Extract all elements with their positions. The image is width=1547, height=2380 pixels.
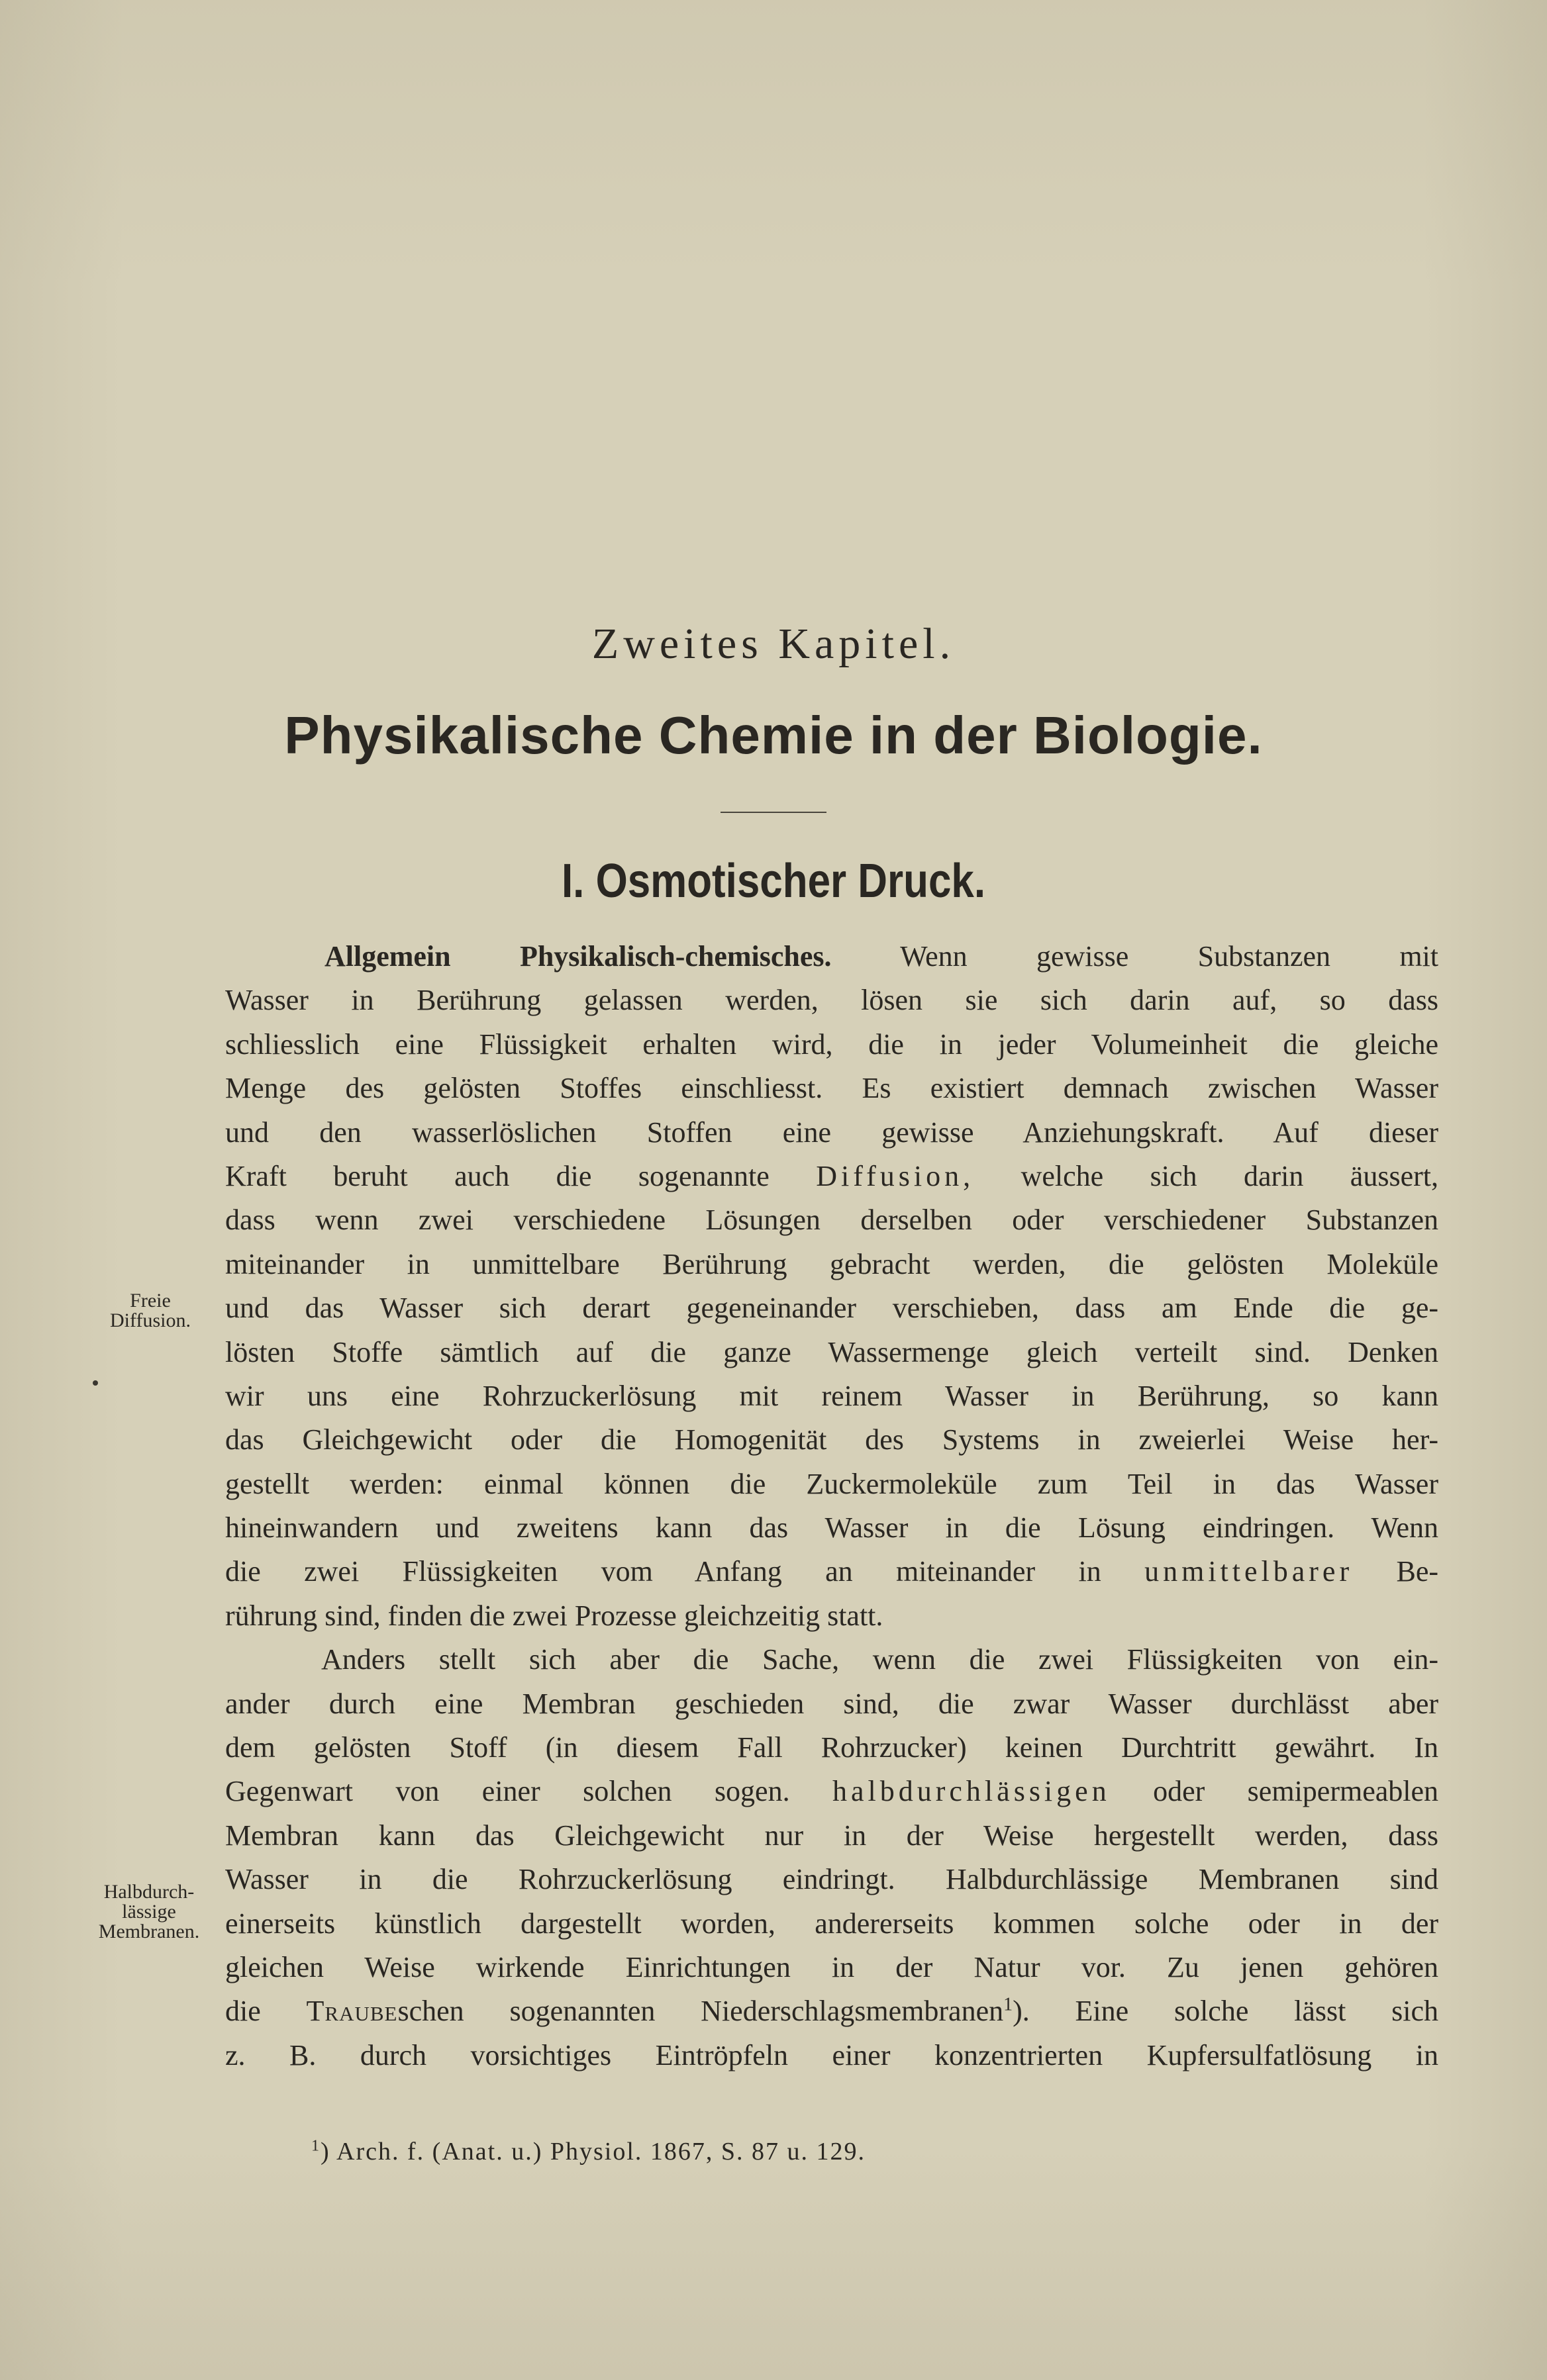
text-line: Wasser in Berührung gelassen werden, lösen sie sich darin auf, so dass [225,984,1438,1017]
text-line: die Traubeschen sogenannten Niederschlagsmembranen$^1$). Eine solche lässt sich [225,1994,1439,2028]
title-divider [721,812,826,813]
text-line: z. B. durch vorsichtiges Eintröpfeln einer konzentrierten Kupfersulfatlösung in [225,2038,1438,2071]
section-title: I. Osmotischer Druck. [561,855,986,908]
text-line: lösten Stoffe sämtlich auf die ganze Wassermenge gleich verteilt sind. Denken [225,1335,1438,1368]
chapter-label: Zweites Kapitel. [591,620,956,668]
emphasis-diffusion: Diffusion, [816,1159,975,1192]
text-line: Menge des gelösten Stoffes einschliesst. Es existiert demnach zwischen Wasser [225,1072,1438,1105]
paragraph-heading: Allgemein Physikalisch-chemisches. [324,940,832,973]
text-line: Allgemein Physikalisch-chemisches. Wenn gewisse Substanzen mit [324,940,1439,973]
margin-note-halbdurchlaessige-membranen: Halbdurch- lässige Membranen. [98,1881,200,1942]
text-line: wir uns eine Rohrzuckerlösung mit reinem Wasser in Berührung, so kann [225,1379,1438,1412]
text-line: Membran kann das Gleichgewicht nur in der Weise hergestellt werden, dass [225,1819,1438,1852]
text-line: dem gelösten Stoff (in diesem Fall Rohrzucker) keinen Durchtritt gewährt. In [225,1731,1438,1764]
footnote-text: ) Arch. f. (Anat. u.) Physiol. 1867, S. 87 u. 129. [321,2138,866,2166]
text-line: Anders stellt sich aber die Sache, wenn die zwei Flüssigkeiten von ein- [321,1643,1438,1676]
text-line: einerseits künstlich dargestellt worden, andererseits kommen solche oder in der [225,1907,1438,1940]
footnote-marker: 1 [311,2137,321,2155]
body-text [225,935,1438,2077]
emphasis-halbdurchlaessigen: halbdurchlässigen [832,1775,1111,1808]
text-line: miteinander in unmittelbare Berührung gebracht werden, die gelösten Moleküle [225,1247,1438,1280]
author-name-traube: Traube [306,1995,398,2028]
emphasis-unmittelbarer: unmittelbarer [1144,1555,1354,1588]
text-line: Kraft beruht auch die sogenannte Diffusion, welche sich darin äussert, [225,1159,1438,1192]
text-line: rührung sind, finden die zwei Prozesse gleichzeitig statt. [225,1599,883,1632]
footnote-reference[interactable]: 1 [1003,1994,1013,2015]
text-line: Gegenwart von einer solchen sogen. halbdurchlässigen oder semipermeablen [225,1775,1439,1808]
text-line: hineinwandern und zweitens kann das Wasser in die Lösung eindringen. Wenn [225,1511,1438,1545]
text-line: Wasser in die Rohrzuckerlösung eindringt. Halbdurchlässige Membranen sind [225,1863,1438,1896]
text-line: ander durch eine Membran geschieden sind, die zwar Wasser durchlässt aber [225,1687,1438,1720]
text-line: dass wenn zwei verschiedene Lösungen derselben oder verschiedener Substanzen [225,1204,1438,1237]
text-line: die zwei Flüssigkeiten vom Anfang an miteinander in unmittelbarer Be- [225,1555,1439,1588]
margin-note-freie-diffusion: Freie Diffusion. [110,1290,191,1331]
text-line: schliesslich eine Flüssigkeit erhalten wird, die in jeder Volumeinheit die gleiche [225,1027,1438,1061]
print-speck [93,1380,98,1386]
text-line: das Gleichgewicht oder die Homogenität des Systems in zweierlei Weise her- [225,1423,1438,1456]
text-line: und das Wasser sich derart gegeneinander verschieben, dass am Ende die ge- [225,1292,1438,1325]
footnote [311,2137,866,2166]
chapter-title: Physikalische Chemie in der Biologie. [284,706,1263,765]
text-line: gleichen Weise wirkende Einrichtungen in der Natur vor. Zu jenen gehören [225,1950,1438,1983]
text-line: und den wasserlöslichen Stoffen eine gewisse Anziehungskraft. Auf dieser [225,1116,1438,1149]
text-line: gestellt werden: einmal können die Zuckermoleküle zum Teil in das Wasser [225,1467,1438,1500]
